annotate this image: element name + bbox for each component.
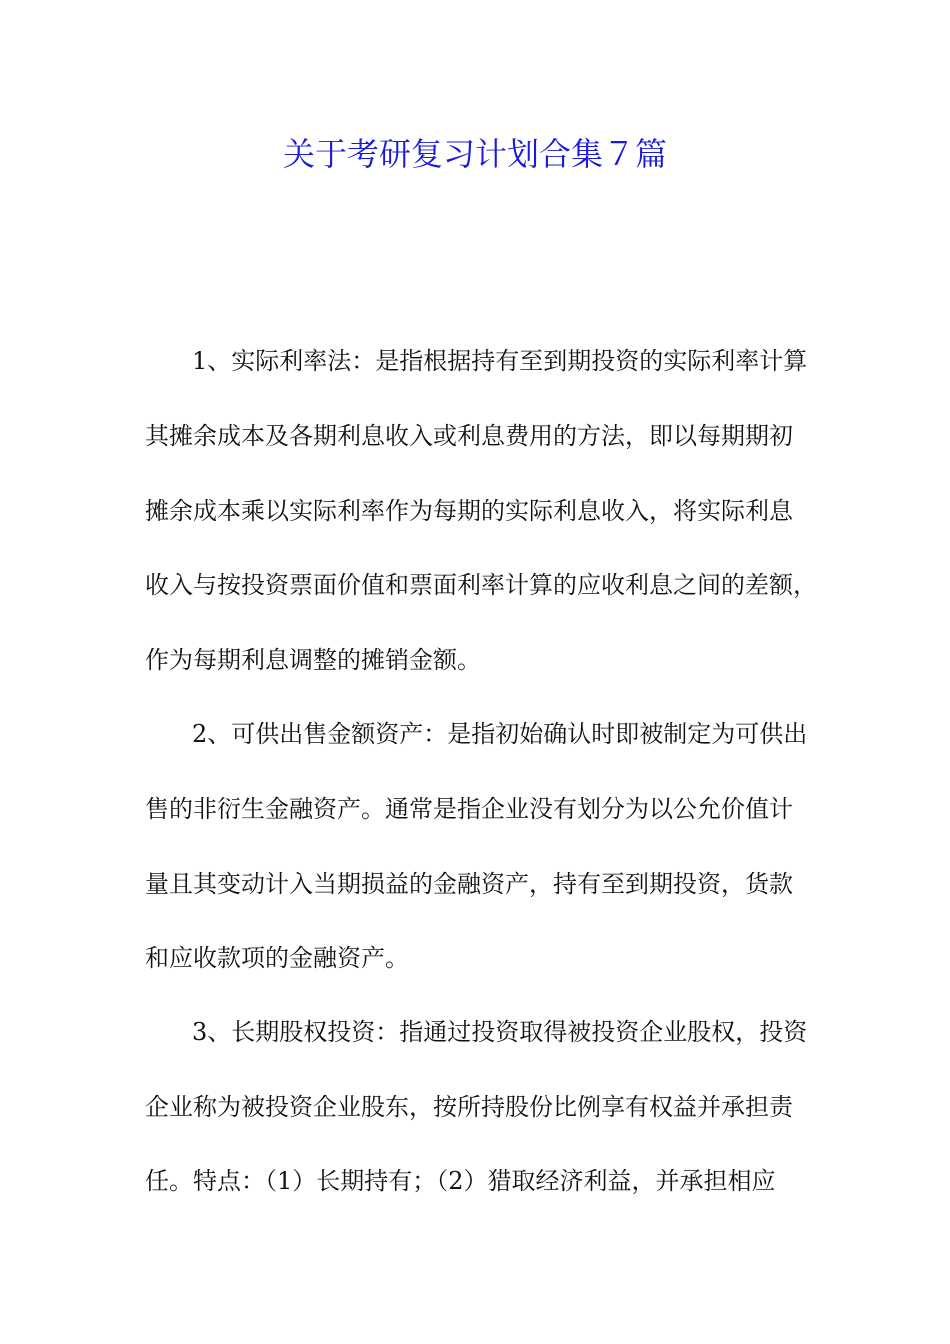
paragraph-1-line-2: 其摊余成本及各期利息收入或利息费用的方法，即以每期期初: [145, 422, 793, 450]
paragraph-2-line-1: 2、可供出售金额资产：是指初始确认时即被制定为可供出: [192, 720, 808, 748]
paragraph-3-line-3: 任。特点：（1）长期持有；（2）猎取经济利益，并承担相应: [145, 1167, 776, 1195]
paragraph-2-line-4: 和应收款项的金融资产。: [145, 944, 409, 972]
paragraph-3-line-1: 3、长期股权投资：指通过投资取得被投资企业股权，投资: [192, 1018, 808, 1046]
paragraph-3-line-2: 企业称为被投资企业股东，按所持股份比例享有权益并承担责: [145, 1093, 793, 1121]
paragraph-2-line-2: 售的非衍生金融资产。通常是指企业没有划分为以公允价值计: [145, 795, 793, 823]
paragraph-1-line-3: 摊余成本乘以实际利率作为每期的实际利息收入，将实际利息: [145, 497, 793, 525]
paragraph-1-line-1: 1、实际利率法：是指根据持有至到期投资的实际利率计算: [192, 347, 808, 375]
document-title: 关于考研复习计划合集７篇: [282, 135, 667, 173]
paragraph-2-line-3: 量且其变动计入当期损益的金融资产，持有至到期投资，货款: [145, 870, 793, 898]
paragraph-1-line-4: 收入与按投资票面价值和票面利率计算的应收利息之间的差额，: [145, 571, 817, 599]
paragraph-1-line-5: 作为每期利息调整的摊销金额。: [145, 646, 481, 674]
